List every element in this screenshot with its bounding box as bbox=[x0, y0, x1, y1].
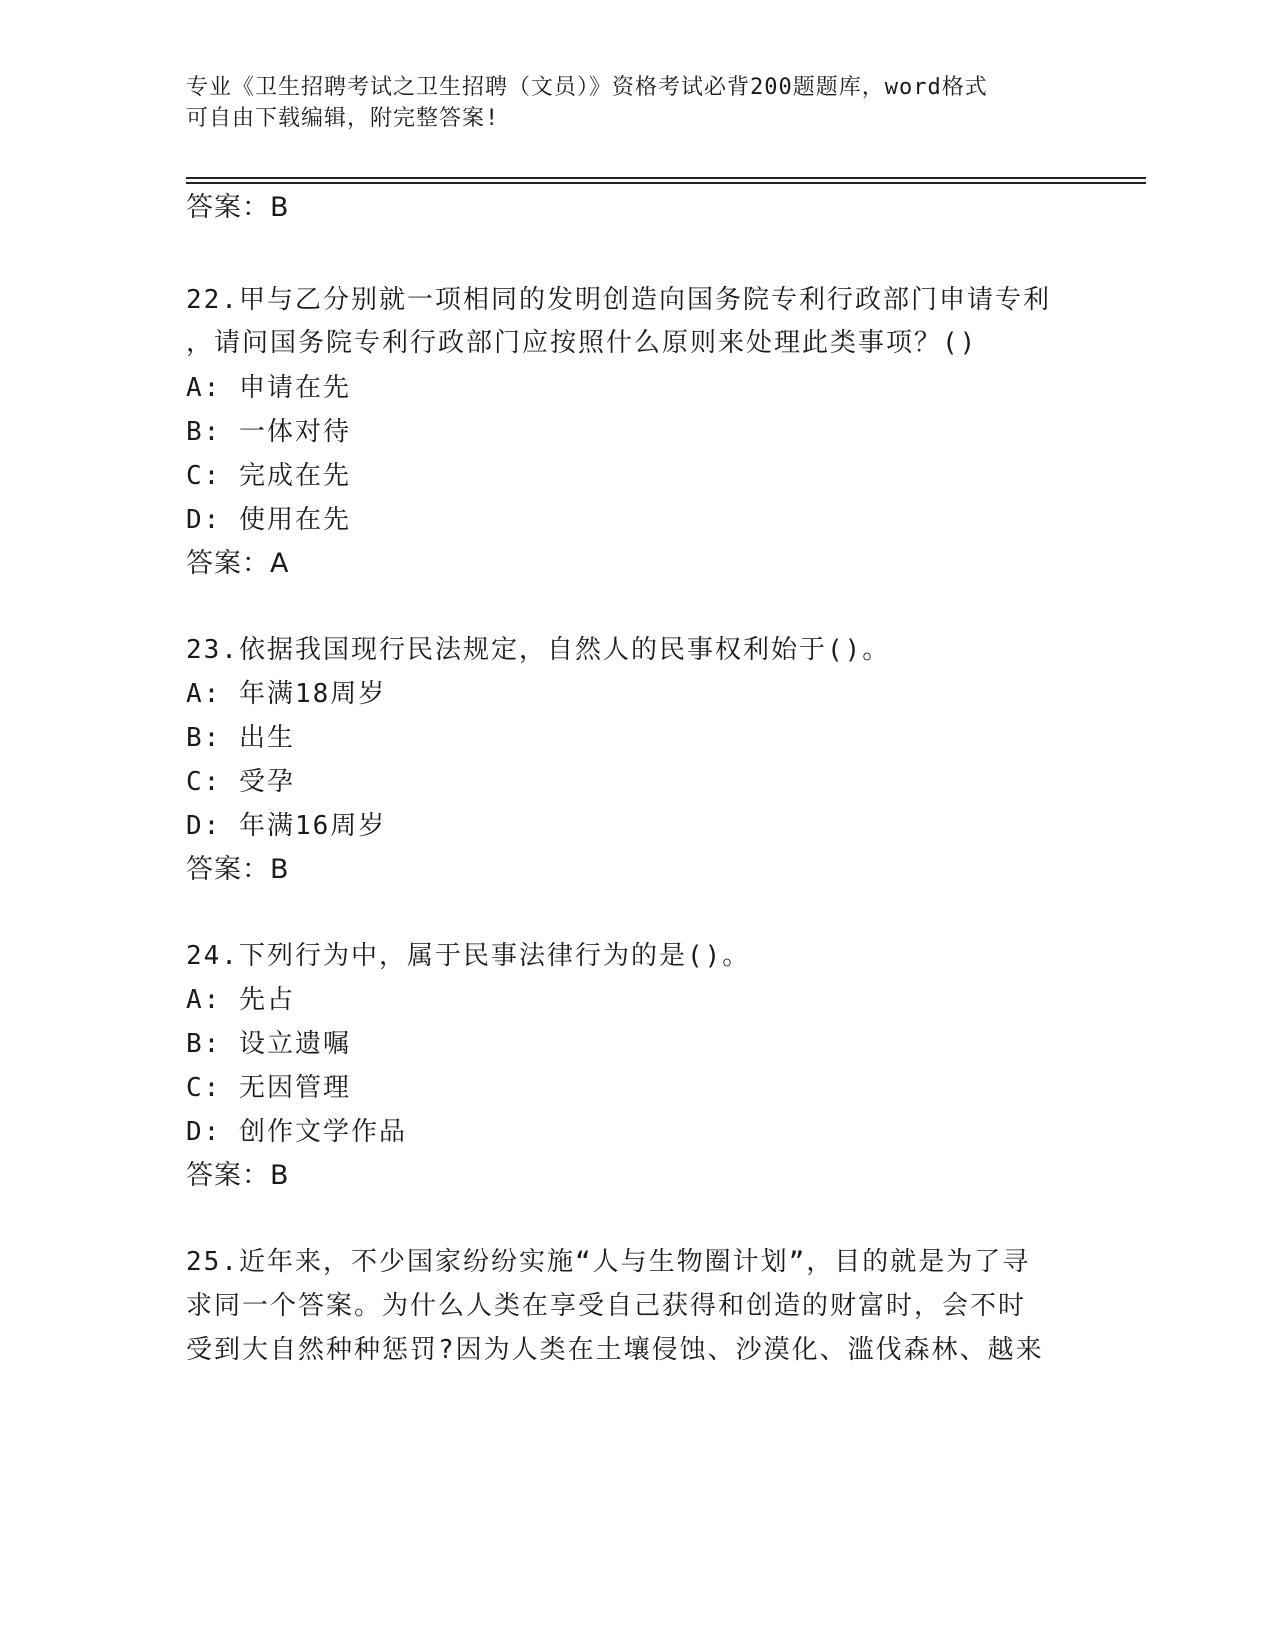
header-rule-top bbox=[186, 177, 1146, 179]
option-b: B: 设立遗嘱 bbox=[186, 1029, 351, 1059]
question-text-line: ，请问国务院专利行政部门应按照什么原则来处理此类事项？() bbox=[186, 328, 978, 358]
option-a: A: 申请在先 bbox=[186, 373, 351, 403]
option-d: D: 使用在先 bbox=[186, 505, 351, 535]
option-b: B: 一体对待 bbox=[186, 417, 351, 447]
question-text-line: 24.下列行为中，属于民事法律行为的是()。 bbox=[186, 941, 751, 971]
option-d: D: 创作文学作品 bbox=[186, 1117, 407, 1147]
question-text-line: 23.依据我国现行民法规定，自然人的民事权利始于()。 bbox=[186, 635, 891, 665]
answer-label: 答案：B bbox=[186, 192, 290, 223]
header-rule-bottom bbox=[186, 182, 1146, 184]
header-line-2: 可自由下载编辑，附完整答案! bbox=[186, 106, 500, 131]
header-line-1: 专业《卫生招聘考试之卫生招聘（文员）》资格考试必背200题题库，word格式 bbox=[186, 75, 988, 100]
option-c: C: 受孕 bbox=[186, 767, 295, 797]
question-text-line: 受到大自然种种惩罚?因为人类在土壤侵蚀、沙漠化、滥伐森林、越来 bbox=[186, 1335, 1044, 1365]
option-c: C: 无因管理 bbox=[186, 1073, 351, 1103]
question-text-line: 求同一个答案。为什么人类在享受自己获得和创造的财富时，会不时 bbox=[186, 1291, 1027, 1321]
question-text-line: 25.近年来，不少国家纷纷实施“人与生物圈计划”，目的就是为了寻 bbox=[186, 1247, 1031, 1277]
option-a: A: 年满18周岁 bbox=[186, 679, 387, 709]
question-text-line: 22.甲与乙分别就一项相同的发明创造向国务院专利行政部门申请专利 bbox=[186, 285, 1051, 315]
answer-label: 答案：B bbox=[186, 1160, 290, 1191]
option-d: D: 年满16周岁 bbox=[186, 811, 387, 841]
option-a: A: 先占 bbox=[186, 985, 295, 1015]
answer-label: 答案：A bbox=[186, 548, 290, 579]
option-b: B: 出生 bbox=[186, 723, 295, 753]
option-c: C: 完成在先 bbox=[186, 461, 351, 491]
answer-label: 答案：B bbox=[186, 854, 290, 885]
